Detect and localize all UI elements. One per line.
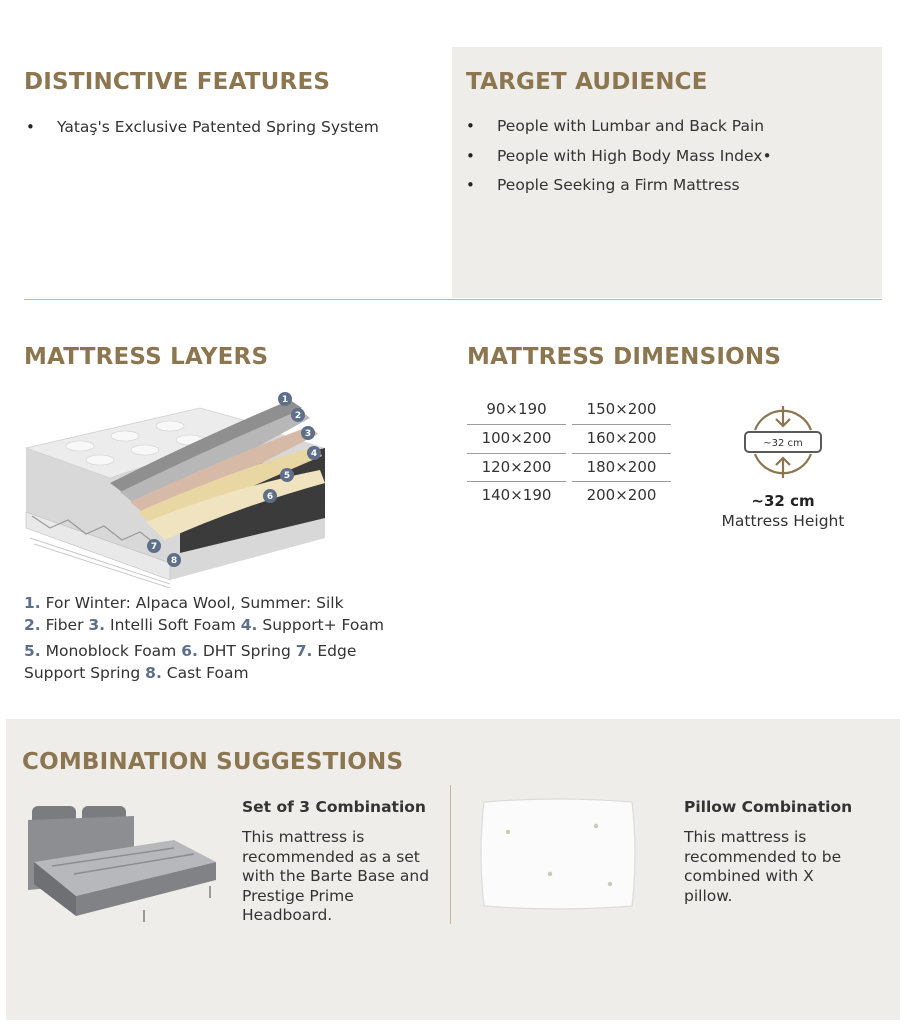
legend-text: For Winter: Alpaca Wool, Summer: Silk <box>40 594 344 612</box>
marker-2: 2 <box>294 411 302 421</box>
legend-text: DHT Spring <box>197 642 296 660</box>
legend-line-2 <box>24 615 424 637</box>
marker-1: 1 <box>281 395 289 405</box>
set-combination-title: Set of 3 Combination <box>242 798 426 816</box>
legend-number: 4. <box>240 615 258 634</box>
mattress-layers-illustration <box>20 388 340 588</box>
mattress-dimensions-heading: MATTRESS DIMENSIONS <box>467 344 782 370</box>
dimension-cell: 90×190 <box>467 396 566 425</box>
target-audience-heading: TARGET AUDIENCE <box>466 69 708 95</box>
legend-number: 3. <box>88 615 106 634</box>
distinctive-features-heading: DISTINCTIVE FEATURES <box>24 69 331 95</box>
pillow-shape <box>481 799 635 909</box>
marker-6: 6 <box>266 492 274 502</box>
marker-7: 7 <box>150 542 158 552</box>
legend-text: Support Spring <box>24 663 146 682</box>
dimensions-column-1 <box>467 396 566 511</box>
legend-number: 1. <box>24 594 41 612</box>
mattress-height-icon <box>740 402 826 482</box>
list-item: • People with High Body Mass Index• <box>464 146 772 176</box>
mattress-height-label: Mattress Height <box>721 512 845 530</box>
pillow-combination-description: This mattress is recommended to be combined with X pillow. <box>684 828 842 905</box>
dimension-cell: 200×200 <box>586 486 657 505</box>
legend-text: Support+ Foam <box>257 615 384 634</box>
dimensions-column-2 <box>572 396 671 511</box>
legend-number: 2. <box>24 615 41 634</box>
legend-text: Monoblock Foam <box>40 642 182 660</box>
marker-8: 8 <box>170 556 178 566</box>
dimension-cell: 180×200 <box>572 454 671 483</box>
pillow-combination-title: Pillow Combination <box>684 798 853 816</box>
legend-text: Edge <box>312 642 357 660</box>
mattress-layers-heading: MATTRESS LAYERS <box>24 344 269 370</box>
legend-number: 5. <box>24 642 41 660</box>
dimension-cell: 120×200 <box>467 454 566 483</box>
dimension-cell: 150×200 <box>572 396 671 425</box>
marker-5: 5 <box>283 471 291 481</box>
layers-legend <box>24 593 424 684</box>
legend-text: Fiber <box>40 615 89 634</box>
pillow-image[interactable] <box>478 796 638 912</box>
height-icon-label: ~32 cm <box>763 438 803 449</box>
legend-text: Cast Foam <box>161 663 249 682</box>
list-item: • Yataş's Exclusive Patented Spring System <box>24 117 379 147</box>
set-combination-description: This mattress is recommended as a set with the Barte Base and Prestige Prime Headboard. <box>242 828 430 925</box>
list-item: • People Seeking a Firm Mattress <box>464 175 772 205</box>
mattress-height-value: ~32 cm <box>751 492 815 510</box>
legend-line-1 <box>24 593 424 615</box>
dimension-cell: 160×200 <box>572 425 671 454</box>
list-item: • People with Lumbar and Back Pain <box>464 116 772 146</box>
legend-number: 7. <box>295 642 313 660</box>
legend-number: 6. <box>181 642 198 660</box>
marker-3: 3 <box>304 429 312 439</box>
dimension-cell: 100×200 <box>467 425 566 454</box>
bed-set-image[interactable] <box>24 800 220 928</box>
combination-heading: COMBINATION SUGGESTIONS <box>22 749 404 775</box>
legend-number: 8. <box>145 663 162 682</box>
audience-list <box>464 116 772 205</box>
legend-line-4 <box>24 663 424 685</box>
marker-4: 4 <box>310 449 318 459</box>
dimension-cell: 140×190 <box>481 486 552 505</box>
section-divider <box>24 299 882 300</box>
features-list <box>24 117 379 147</box>
combination-separator <box>450 785 451 924</box>
legend-text: Intelli Soft Foam <box>105 615 241 634</box>
legend-line-3 <box>24 641 424 663</box>
